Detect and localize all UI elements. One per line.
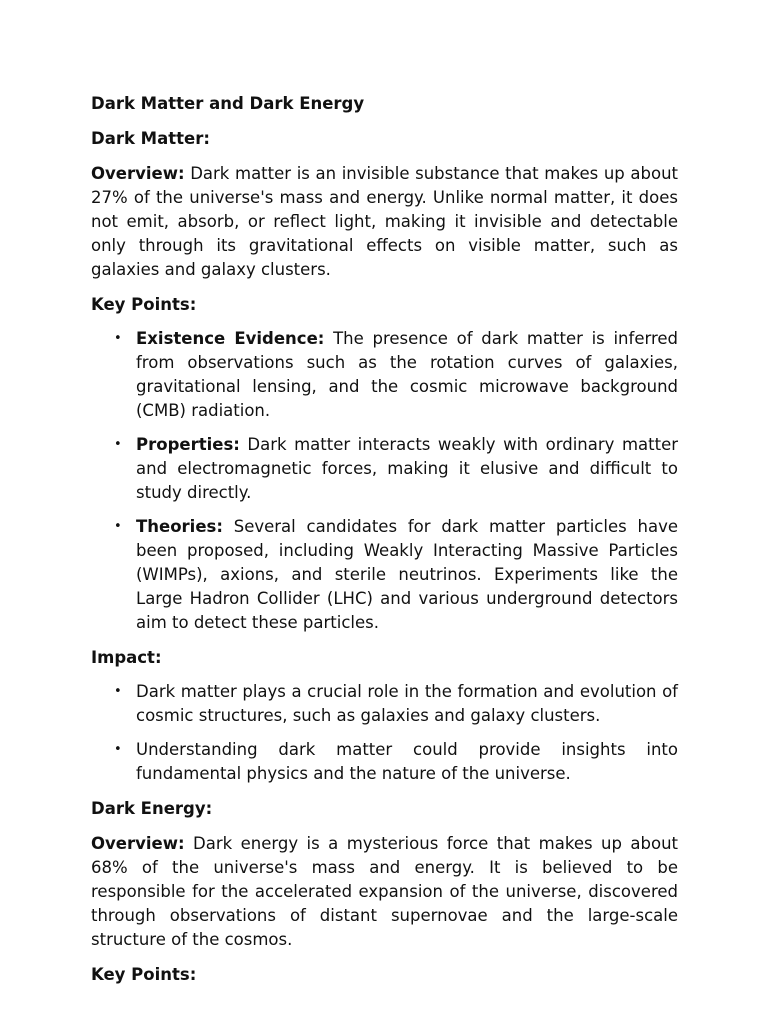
dark-energy-overview (91, 832, 678, 952)
bullet-icon: • (114, 519, 122, 534)
bullet-icon: • (114, 437, 122, 452)
key-point-label: Properties: (136, 435, 240, 454)
list-item (91, 433, 678, 505)
dark-energy-overview-text: Dark energy is a mysterious force that makes up about 68% of the universe's mass and energy. It is believed to be responsible for the accelerated expansion of the universe, discovered through observations of distant supernovae and the large-scale structure of the cosmos. (91, 834, 678, 949)
key-point-label: Existence Evidence: (136, 329, 325, 348)
dark-matter-overview-text: Dark matter is an invisible substance that makes up about 27% of the universe's mass and energy. Unlike normal matter, it does not emit, absorb, or reflect light, making it invisible and detectable only through its gravitational effects on visible matter, such as galaxies and galaxy clusters. (91, 164, 678, 279)
dark-matter-overview-label: Overview: (91, 164, 185, 183)
dark-energy-key-points-heading: Key Points: (91, 965, 197, 984)
dark-matter-key-points-list (91, 327, 678, 635)
key-point-text: The presence of dark matter is inferred from observations such as the rotation curves of galaxies, gravitational lensing, and the cosmic microwave background (CMB) radiation. (136, 329, 679, 420)
list-item (91, 680, 678, 728)
list-item (91, 327, 678, 423)
list-item (91, 738, 678, 786)
key-point-label: Theories: (136, 517, 223, 536)
list-item (91, 515, 678, 635)
bullet-icon: • (114, 742, 122, 757)
dark-matter-impact-heading: Impact: (91, 648, 162, 667)
dark-energy-overview-label: Overview: (91, 834, 185, 853)
key-point-text: Dark matter interacts weakly with ordinary matter and electromagnetic forces, making it elusive and difficult to study directly. (136, 435, 679, 502)
impact-point-text: Dark matter plays a crucial role in the formation and evolution of cosmic structures, such as galaxies and galaxy clusters. (136, 682, 678, 725)
document-title: Dark Matter and Dark Energy (91, 94, 365, 113)
dark-matter-impact-list (91, 680, 678, 786)
bullet-icon: • (114, 684, 122, 699)
impact-point-text: Understanding dark matter could provide insights into fundamental physics and the nature of the universe. (136, 740, 678, 783)
bullet-icon: • (114, 331, 122, 346)
dark-matter-heading: Dark Matter: (91, 129, 210, 148)
dark-matter-overview (91, 162, 678, 282)
dark-energy-heading: Dark Energy: (91, 799, 213, 818)
key-point-text: Several candidates for dark matter particles have been proposed, including Weakly Interacting Massive Particles (WIMPs), axions, and sterile neutrinos. Experiments like the Large Hadron Collider (LHC) and various underground detectors aim to detect these particles. (136, 517, 678, 632)
dark-matter-key-points-heading: Key Points: (91, 295, 197, 314)
